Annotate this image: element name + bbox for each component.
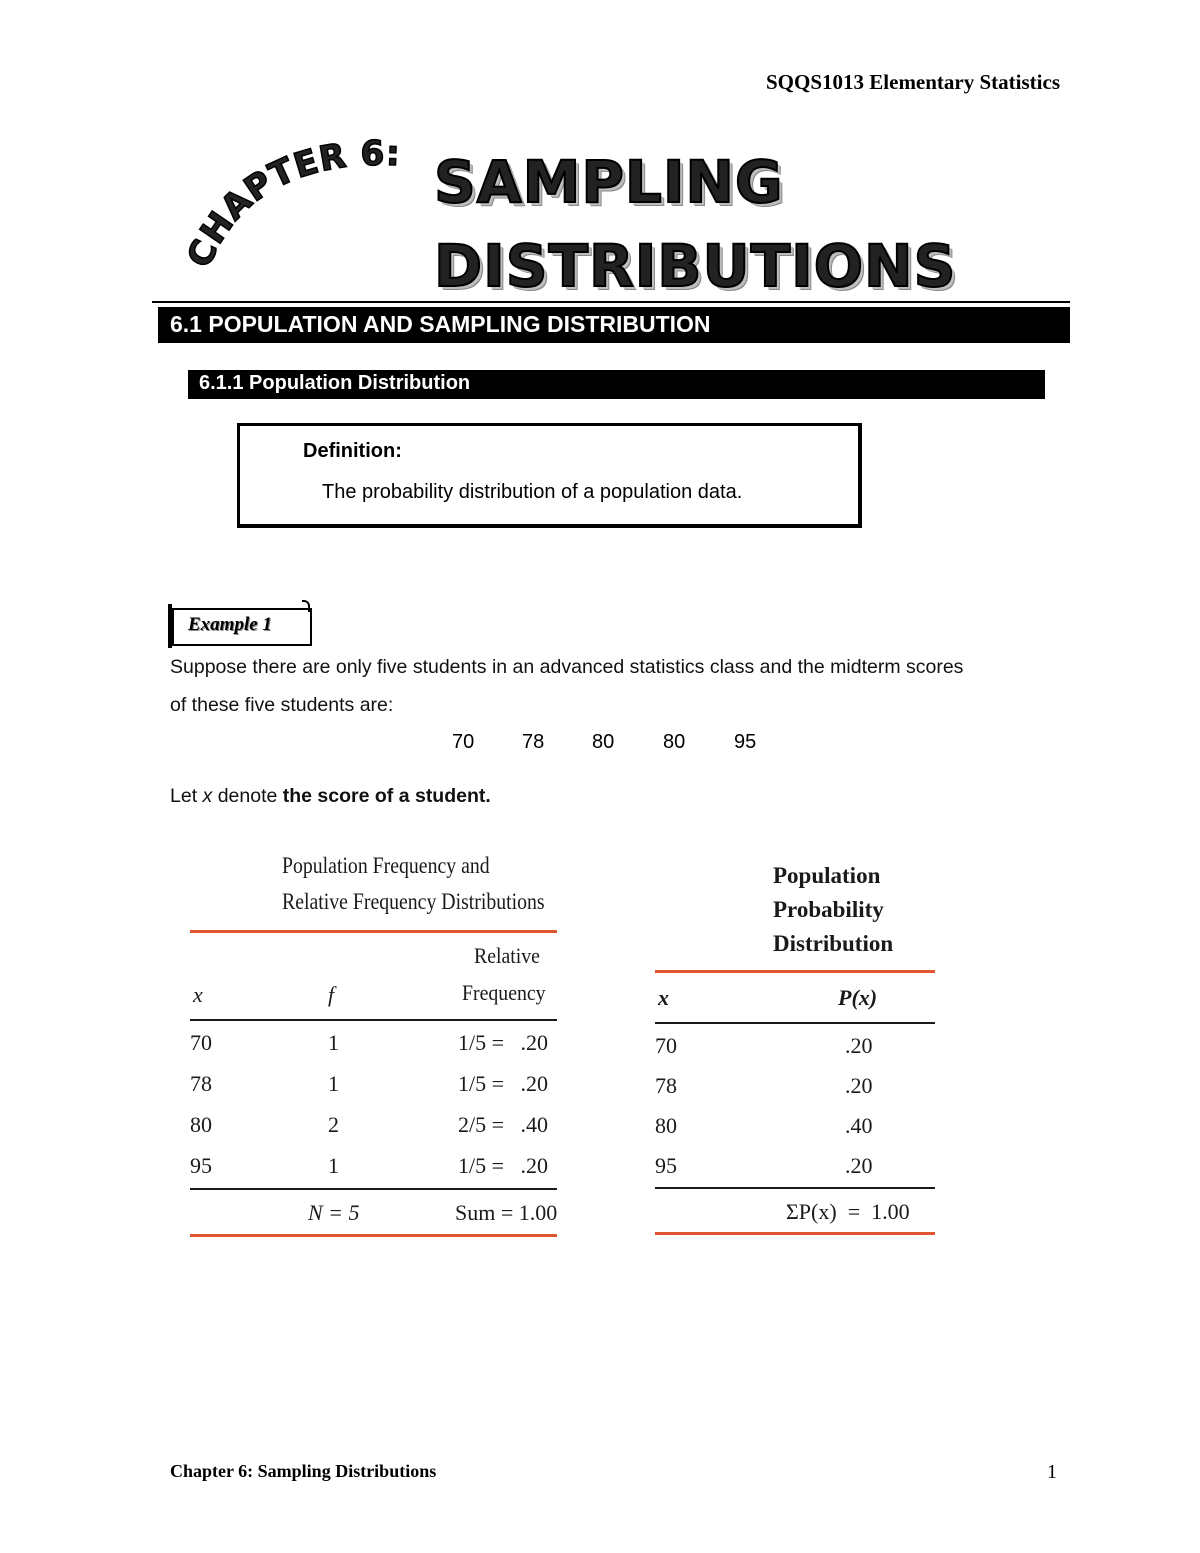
footer-chapter: Chapter 6: Sampling Distributions bbox=[170, 1461, 437, 1481]
example-text-line-1: Suppose there are only five students in an advanced statistics class and the midterm scores bbox=[170, 656, 964, 678]
table-cell-relative: 2/5 = .40 bbox=[458, 1112, 549, 1137]
variable-text-mid: denote bbox=[212, 785, 283, 807]
table-total-rule bbox=[655, 1187, 935, 1189]
table-total-rule bbox=[190, 1188, 557, 1190]
frequency-table-title-2: Relative Frequency Distributions bbox=[282, 889, 545, 914]
example-tag bbox=[168, 604, 310, 644]
definition-text: The probability distribution of a population data. bbox=[322, 481, 743, 503]
score-value: 70 bbox=[452, 731, 475, 753]
table-cell-x: 95 bbox=[190, 1153, 212, 1178]
example-label: Example 1 bbox=[188, 614, 272, 635]
header-x: x bbox=[193, 982, 203, 1007]
table-header-rule bbox=[655, 1022, 935, 1024]
table-cell-x: 95 bbox=[655, 1153, 677, 1178]
table-cell-x: 78 bbox=[655, 1073, 677, 1098]
table-cell-x: 80 bbox=[655, 1113, 677, 1138]
table-cell-x: 70 bbox=[655, 1033, 677, 1058]
table-cell-relative: 1/5 = .20 bbox=[458, 1071, 549, 1096]
section-bar bbox=[158, 307, 1070, 343]
table-cell-f: 2 bbox=[328, 1112, 339, 1137]
example-tag-curl bbox=[302, 600, 310, 612]
variable-definition bbox=[170, 785, 491, 808]
chapter-label: CHAPTER 6: bbox=[180, 133, 402, 274]
frequency-table-title-1: Population Frequency and bbox=[282, 853, 490, 878]
table-cell-relative: 1/5 = .20 bbox=[458, 1030, 549, 1055]
variable-text-prefix: Let bbox=[170, 785, 203, 807]
table-cell-p: .40 bbox=[845, 1113, 873, 1138]
table-rule bbox=[190, 1234, 557, 1237]
score-value: 80 bbox=[663, 731, 686, 753]
probability-table-title-3: Distribution bbox=[773, 931, 894, 956]
definition-label: Definition: bbox=[303, 440, 402, 462]
total-probability: ΣP(x) = 1.00 bbox=[786, 1199, 910, 1224]
chapter-arc-label bbox=[180, 120, 420, 290]
example-text-line-2: of these five students are: bbox=[170, 694, 394, 716]
subsection-title: 6.1.1 Population Distribution bbox=[199, 372, 471, 394]
header-relative: Relative bbox=[474, 943, 540, 968]
table-cell-x: 70 bbox=[190, 1030, 212, 1055]
definition-box bbox=[237, 423, 862, 528]
page-number: 1 bbox=[1047, 1461, 1057, 1483]
score-value: 78 bbox=[522, 731, 545, 753]
table-cell-f: 1 bbox=[328, 1153, 339, 1178]
header-f: f bbox=[328, 982, 335, 1007]
table-cell-p: .20 bbox=[845, 1073, 873, 1098]
header-px: P(x) bbox=[838, 985, 878, 1010]
title-line-1: SAMPLING bbox=[434, 148, 784, 216]
table-cell-relative: 1/5 = .20 bbox=[458, 1153, 549, 1178]
total-n: N = 5 bbox=[308, 1200, 360, 1225]
table-header-rule bbox=[190, 1019, 557, 1021]
section-title: 6.1 POPULATION AND SAMPLING DISTRIBUTION bbox=[170, 311, 711, 337]
table-cell-f: 1 bbox=[328, 1030, 339, 1055]
variable-meaning: the score of a student. bbox=[282, 785, 491, 807]
header-x: x bbox=[658, 985, 669, 1010]
score-value: 95 bbox=[734, 731, 757, 753]
table-rule bbox=[190, 930, 557, 933]
probability-table-title-1: Population bbox=[773, 863, 881, 888]
table-cell-f: 1 bbox=[328, 1071, 339, 1096]
table-cell-p: .20 bbox=[845, 1033, 873, 1058]
table-cell-x: 78 bbox=[190, 1071, 212, 1096]
subsection-bar bbox=[188, 370, 1045, 399]
course-header: SQQS1013 Elementary Statistics bbox=[766, 70, 1060, 94]
title-line-2: DISTRIBUTIONS bbox=[434, 232, 957, 300]
total-sum: Sum = 1.00 bbox=[455, 1200, 558, 1225]
svg-text:CHAPTER 6: bbox=[180, 134, 401, 274]
table-rule bbox=[655, 970, 935, 973]
header-frequency: Frequency bbox=[462, 980, 546, 1005]
table-cell-p: .20 bbox=[845, 1153, 873, 1178]
score-value: 80 bbox=[592, 731, 615, 753]
variable-symbol: x bbox=[202, 785, 213, 807]
table-cell-x: 80 bbox=[190, 1112, 212, 1137]
table-rule bbox=[655, 1232, 935, 1235]
section-rule bbox=[152, 301, 1070, 303]
probability-table-title-2: Probability bbox=[773, 897, 884, 922]
